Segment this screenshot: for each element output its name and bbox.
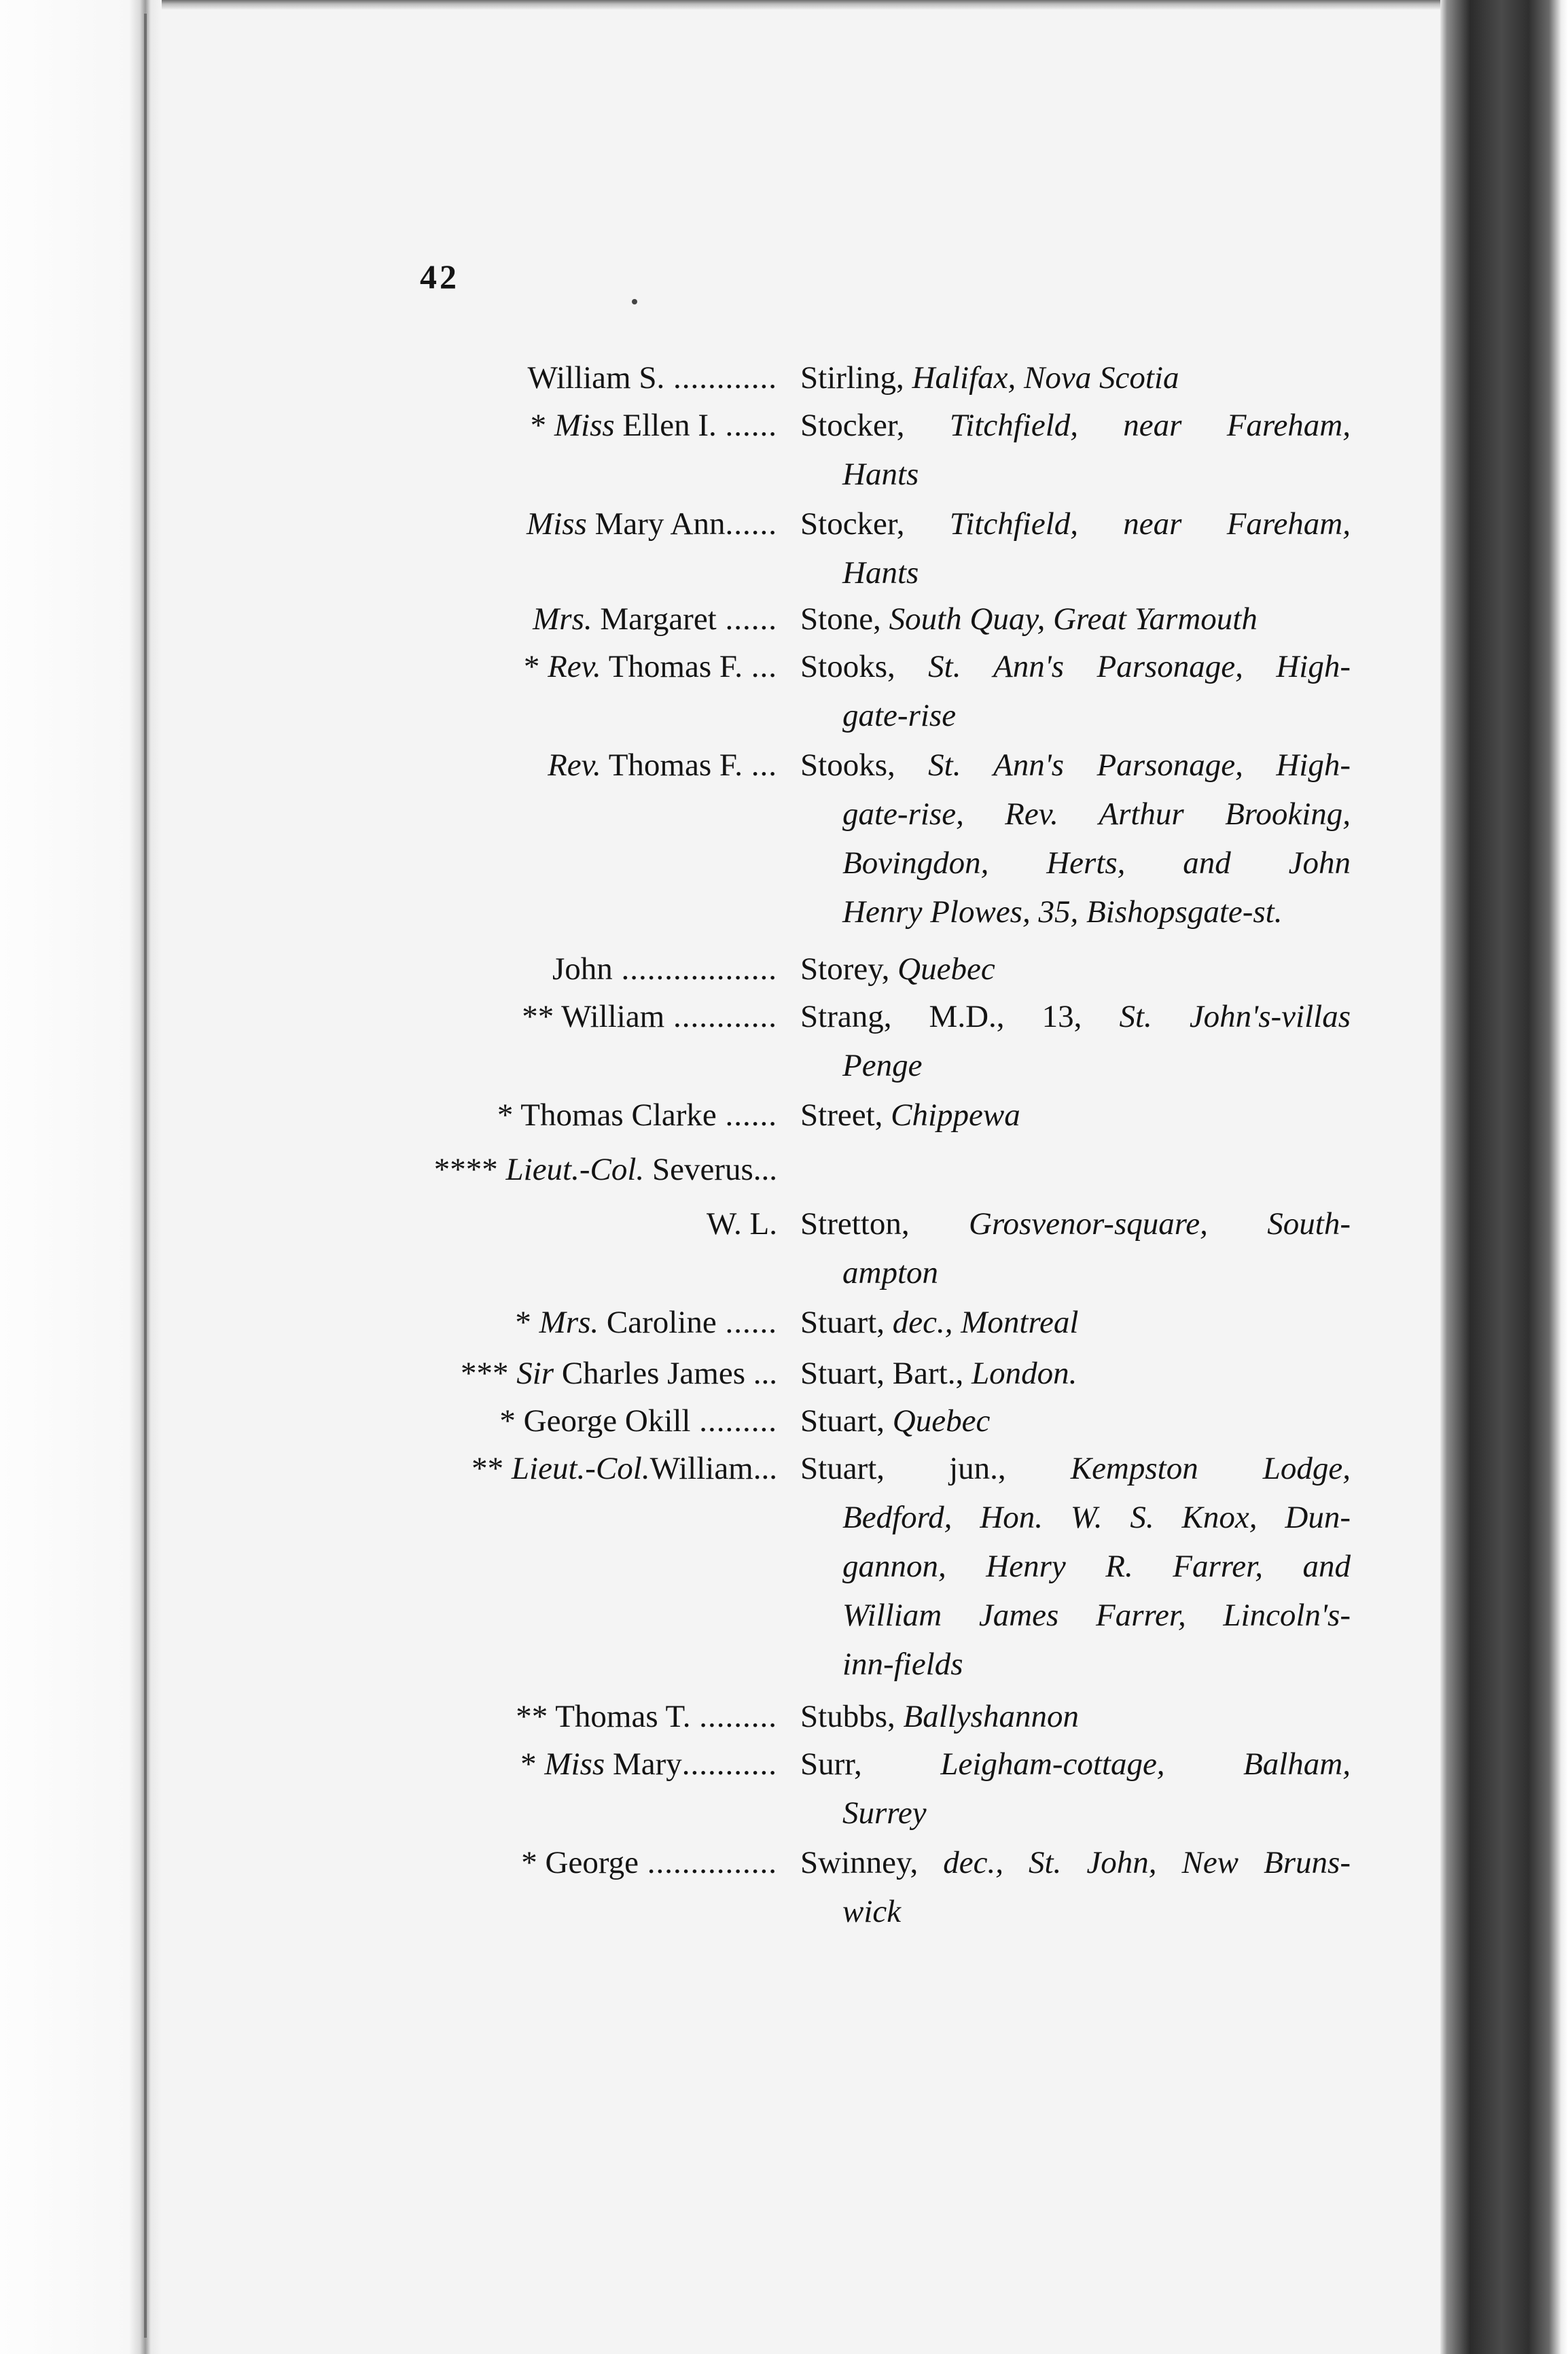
subscriber-entry <box>800 1740 1351 1789</box>
subscriber-name <box>302 945 777 994</box>
given-name: Margaret <box>592 601 717 637</box>
subscriber-entry <box>800 1444 1351 1493</box>
address: St. Ann's Parsonage, High- <box>928 649 1351 684</box>
address: London. <box>971 1356 1077 1391</box>
subscriber-entry <box>800 401 1351 450</box>
dot-leader: ............ <box>664 360 777 396</box>
dot-leader: ...... <box>716 408 777 443</box>
honorific: Miss <box>527 506 587 542</box>
qualifier: M.D., 13, <box>891 999 1082 1034</box>
qualifier: Bart., <box>885 1356 964 1391</box>
surname: Stubbs, <box>800 1699 895 1734</box>
dot-leader: ...... <box>716 1305 777 1340</box>
subscriber-entry <box>800 1349 1351 1398</box>
honorific: Lieut.-Col. <box>505 1152 645 1187</box>
given-name: William S. <box>527 360 665 396</box>
honorific: Mrs. <box>539 1305 599 1340</box>
scan-left-edge <box>0 0 162 2354</box>
given-name: George Okill <box>523 1403 691 1439</box>
subscriber-entry <box>800 1838 1351 1887</box>
subscriber-entry <box>800 1692 1351 1741</box>
subscriber-name <box>302 401 777 450</box>
scan-top-edge <box>162 0 1446 10</box>
honorific: Rev. <box>548 649 601 684</box>
address: Halifax, Nova Scotia <box>912 360 1179 396</box>
surname: Stooks, <box>800 748 895 783</box>
address-continuation: Hants <box>842 555 919 591</box>
subscriber-name <box>302 1396 777 1445</box>
page-number: 42 <box>420 258 459 296</box>
address: St. John's-villas <box>1119 999 1351 1034</box>
address-continuation: gate-rise, Rev. Arthur Brooking, <box>842 796 1351 832</box>
surname: Stone, <box>800 601 881 637</box>
surname: Stocker, <box>800 506 905 542</box>
surname: Surr, <box>800 1746 862 1782</box>
subscriber-name <box>302 992 777 1041</box>
address-continuation: wick <box>842 1894 902 1929</box>
subscriber-name <box>302 1349 777 1398</box>
given-name: Thomas Clarke <box>520 1097 717 1133</box>
dot-leader: ......... <box>690 1699 777 1734</box>
subscriber-name <box>302 1091 777 1140</box>
address-continuation: Surrey <box>842 1795 927 1831</box>
subscriber-entry <box>800 595 1351 644</box>
given-name: William... <box>649 1451 777 1486</box>
honorific: Lieut.-Col. <box>511 1451 650 1486</box>
given-name: George <box>545 1845 639 1880</box>
given-name: Thomas F. <box>601 748 743 783</box>
given-name: John <box>552 951 613 987</box>
address-continuation: inn-fields <box>842 1647 963 1682</box>
dot-leader: ............... <box>639 1845 777 1880</box>
subscriber-entry <box>800 499 1351 548</box>
address-continuation: Henry Plowes, 35, Bishopsgate-st. <box>842 894 1283 930</box>
membership-stars: *** <box>460 1356 517 1391</box>
address: Leigham-cottage, Balham, <box>940 1746 1351 1782</box>
subscriber-name <box>302 499 777 548</box>
membership-stars: * <box>530 408 554 443</box>
honorific: Mrs. <box>533 601 592 637</box>
address-continuation: Bovingdon, Herts, and John <box>842 845 1351 881</box>
surname: Stuart, <box>800 1356 885 1391</box>
address-continuation: Bedford, Hon. W. S. Knox, Dun- <box>842 1500 1351 1535</box>
subscriber-entry <box>800 1298 1351 1347</box>
subscriber-entry <box>800 945 1351 994</box>
address: Kempston Lodge, <box>1070 1451 1351 1486</box>
surname: Stirling, <box>800 360 904 396</box>
membership-stars: **** <box>433 1152 506 1187</box>
subscriber-name <box>302 1145 777 1194</box>
honorific: Miss <box>554 408 615 443</box>
dot-leader: ............ <box>664 999 777 1034</box>
subscriber-name <box>302 595 777 644</box>
membership-stars: * <box>523 649 548 684</box>
dot-leader: ......... <box>690 1403 777 1439</box>
dot-leader: ........... <box>681 1746 777 1782</box>
subscriber-name <box>302 1444 777 1493</box>
subscriber-name <box>302 353 777 402</box>
membership-stars: * <box>521 1845 546 1880</box>
address: Quebec <box>892 1403 991 1439</box>
surname: Stretton, <box>800 1206 910 1242</box>
address: South Quay, Great Yarmouth <box>889 601 1258 637</box>
subscriber-entry <box>800 642 1351 691</box>
given-name: Caroline <box>599 1305 717 1340</box>
membership-stars: * <box>520 1746 545 1782</box>
address-continuation: ampton <box>842 1255 938 1290</box>
given-name: W. L. <box>706 1206 777 1242</box>
subscriber-name <box>302 1199 777 1248</box>
membership-stars: ** <box>516 1699 556 1734</box>
given-name: Mary <box>605 1746 682 1782</box>
membership-stars: * <box>499 1403 524 1439</box>
address: Titchfield, near Fareham, <box>949 408 1351 443</box>
honorific: Miss <box>544 1746 605 1782</box>
subscriber-entry <box>800 1091 1351 1140</box>
given-name: Thomas F. <box>601 649 743 684</box>
surname: Stuart, <box>800 1403 885 1439</box>
subscriber-name <box>302 1298 777 1347</box>
given-name: Ellen I. <box>614 408 717 443</box>
dot-leader: ...... <box>716 601 777 637</box>
address: dec., Montreal <box>892 1305 1079 1340</box>
honorific: Rev. <box>548 748 601 783</box>
address-continuation: Hants <box>842 457 919 492</box>
address: Grosvenor-square, South- <box>968 1206 1351 1242</box>
address-continuation: William James Farrer, Lincoln's- <box>842 1598 1351 1633</box>
ink-speck <box>632 299 637 304</box>
given-name: Charles James ... <box>554 1356 777 1391</box>
qualifier: jun., <box>885 1451 1006 1486</box>
address-continuation: gannon, Henry R. Farrer, and <box>842 1549 1351 1584</box>
subscriber-entry <box>800 1396 1351 1445</box>
address: Chippewa <box>891 1097 1020 1133</box>
surname: Stooks, <box>800 649 895 684</box>
address: Titchfield, near Fareham, <box>949 506 1351 542</box>
given-name: William <box>561 999 665 1034</box>
membership-stars: ** <box>471 1451 512 1486</box>
subscriber-name <box>302 1740 777 1789</box>
subscriber-entry <box>800 353 1351 402</box>
subscriber-name <box>302 741 777 790</box>
address-continuation: gate-rise <box>842 698 957 733</box>
surname: Strang, <box>800 999 892 1034</box>
scan-right-edge <box>1440 0 1568 2354</box>
given-name: Severus... <box>644 1152 777 1187</box>
dot-leader: ...... <box>725 506 777 542</box>
surname: Street, <box>800 1097 883 1133</box>
given-name: Thomas T. <box>555 1699 691 1734</box>
membership-stars: * <box>515 1305 539 1340</box>
surname: Storey, <box>800 951 890 987</box>
subscriber-entry <box>800 992 1351 1041</box>
address: Quebec <box>897 951 995 987</box>
subscriber-name <box>302 1692 777 1741</box>
given-name: Mary Ann <box>586 506 726 542</box>
honorific: Sir <box>516 1356 554 1391</box>
surname: Stuart, <box>800 1451 885 1486</box>
membership-stars: * <box>497 1097 521 1133</box>
subscriber-name <box>302 642 777 691</box>
dot-leader: .................. <box>612 951 777 987</box>
surname: Swinney, <box>800 1845 919 1880</box>
gutter-line <box>144 14 147 2338</box>
dot-leader: ... <box>743 748 777 783</box>
dot-leader: ... <box>743 649 777 684</box>
address: St. Ann's Parsonage, High- <box>928 748 1351 783</box>
address: Ballyshannon <box>903 1699 1079 1734</box>
subscriber-name <box>302 1838 777 1887</box>
subscriber-entry <box>800 741 1351 790</box>
surname: Stocker, <box>800 408 905 443</box>
membership-stars: ** <box>522 999 562 1034</box>
subscriber-entry <box>800 1199 1351 1248</box>
address: dec., St. John, New Bruns- <box>943 1845 1351 1880</box>
surname: Stuart, <box>800 1305 885 1340</box>
address-continuation: Penge <box>842 1048 923 1083</box>
dot-leader: ...... <box>716 1097 777 1133</box>
